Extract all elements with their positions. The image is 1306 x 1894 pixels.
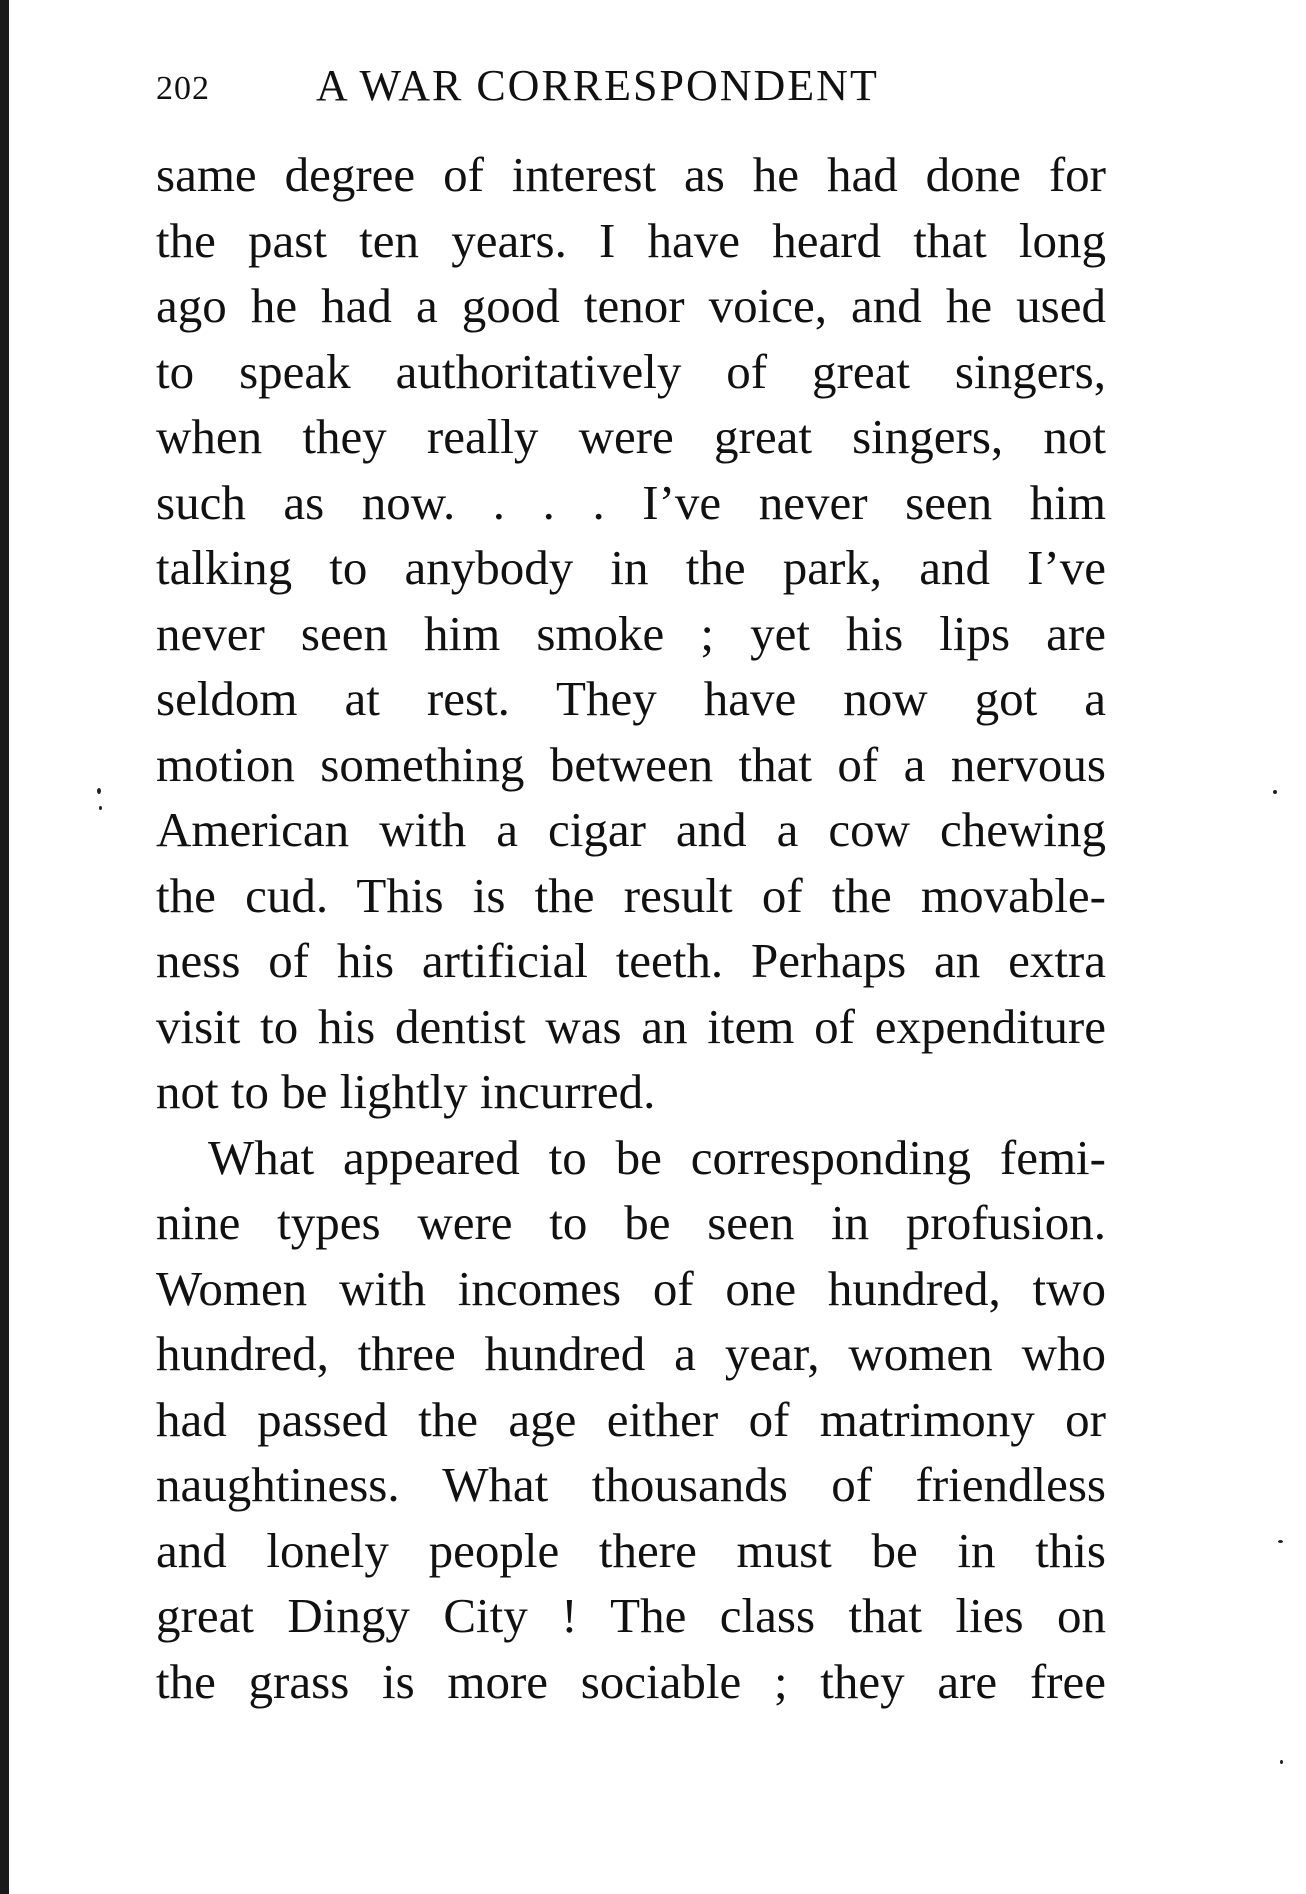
page-number: 202	[156, 70, 210, 107]
text-line: to speak authoritatively of great singers,	[156, 343, 1106, 399]
scan-speck	[1278, 1540, 1283, 1543]
text-line: the cud. This is the result of the movable-	[156, 867, 1106, 923]
text-line: never seen him smoke ; yet his lips are	[156, 605, 1106, 661]
text-line: same degree of interest as he had done for	[156, 147, 1106, 202]
text-line: visit to his dentist was an item of expenditure	[156, 998, 1106, 1054]
scan-speck	[97, 788, 101, 794]
paragraph-2	[156, 1125, 1106, 1715]
running-head	[156, 60, 1106, 120]
text-line: ness of his artificial teeth. Perhaps an extra	[156, 933, 1106, 988]
scan-speck	[1280, 1760, 1283, 1764]
body-text	[156, 142, 1106, 1714]
text-line: and lonely people there must be in this	[156, 1522, 1106, 1578]
text-line: ago he had a good tenor voice, and he used	[156, 278, 1106, 333]
text-line: such as now. . . . I’ve never seen him	[156, 474, 1106, 530]
text-line: motion something between that of a nervous	[156, 736, 1106, 792]
text-line: naughtiness. What thousands of friendless	[156, 1457, 1106, 1512]
text-line: had passed the age either of matrimony or	[156, 1391, 1106, 1447]
scan-speck	[1273, 790, 1277, 794]
paragraph-1	[156, 142, 1106, 1125]
text-line: American with a cigar and a cow chewing	[156, 802, 1106, 857]
scan-speck	[99, 806, 102, 810]
text-line: Women with incomes of one hundred, two	[156, 1260, 1106, 1316]
text-line: the past ten years. I have heard that long	[156, 212, 1106, 268]
text-line: when they really were great singers, not	[156, 409, 1106, 464]
text-line: hundred, three hundred a year, women who	[156, 1326, 1106, 1381]
running-title: A WAR CORRESPONDENT	[316, 61, 879, 110]
text-line: great Dingy City ! The class that lies on	[156, 1588, 1106, 1643]
text-line: What appeared to be corresponding femi-	[208, 1129, 1106, 1185]
text-line: seldom at rest. They have now got a	[156, 671, 1106, 726]
page-binding-edge	[0, 0, 9, 1894]
text-line: nine types were to be seen in profusion.	[156, 1195, 1106, 1250]
text-line: not to be lightly incurred.	[156, 1064, 656, 1119]
text-line: talking to anybody in the park, and I’ve	[156, 540, 1106, 595]
text-line: the grass is more sociable ; they are free	[156, 1653, 1106, 1709]
